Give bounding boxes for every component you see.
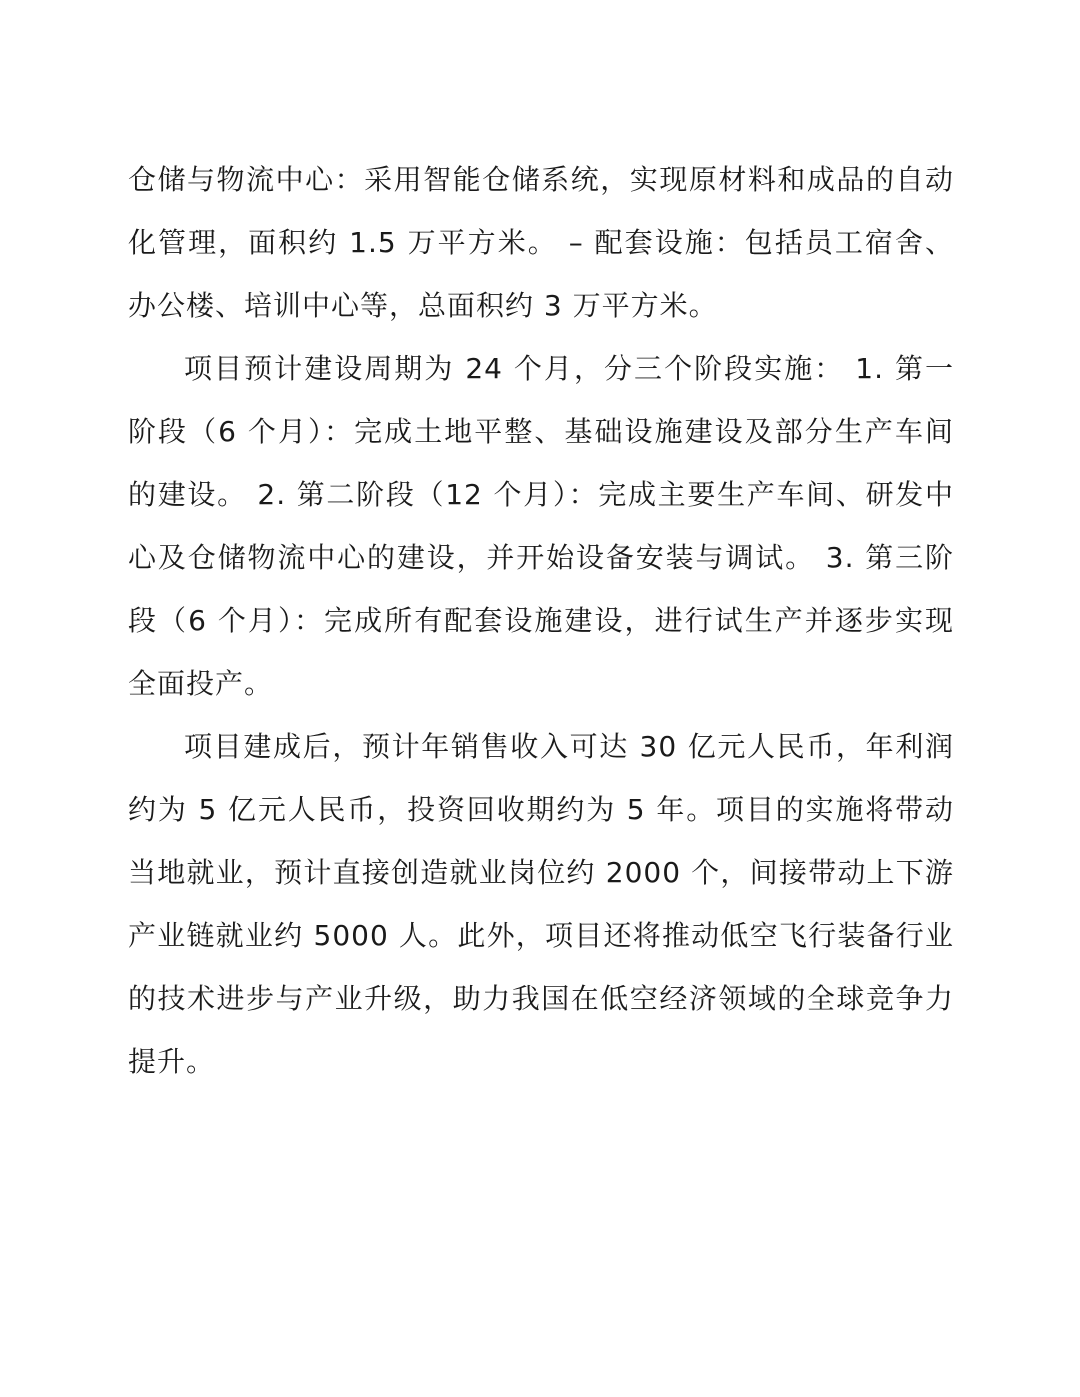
paragraph-economic-benefits: 项目建成后，预计年销售收入可达 30 亿元人民币，年利润约为 5 亿元人民币，投资回收期约为 5 年。项目的实施将带动当地就业，预计直接创造就业岗位约 2000 个，间接带动上下游产业链就业约 5000 人。此外，项目还将推动低空飞行装备行业的技术进步与产业升级，助力我国在低空经济领域的全球竞争力提升。 xyxy=(128,730,954,1078)
document-body xyxy=(128,148,954,1093)
paragraph-construction-schedule: 项目预计建设周期为 24 个月，分三个阶段实施： 1. 第一阶段（6 个月）：完成土地平整、基础设施建设及部分生产车间的建设。 2. 第二阶段（12 个月）：完成主要生产车间、研发中心及仓储物流中心的建设，并开始设备安装与调试。 3. 第三阶段（6 个月）：完成所有配套设施建设，进行试生产并逐步实现全面投产。 xyxy=(128,352,954,700)
paragraph-facilities: 仓储与物流中心：采用智能仓储系统，实现原材料和成品的自动化管理，面积约 1.5 万平方米。 – 配套设施：包括员工宿舍、办公楼、培训中心等，总面积约 3 万平方米。 xyxy=(128,163,954,322)
